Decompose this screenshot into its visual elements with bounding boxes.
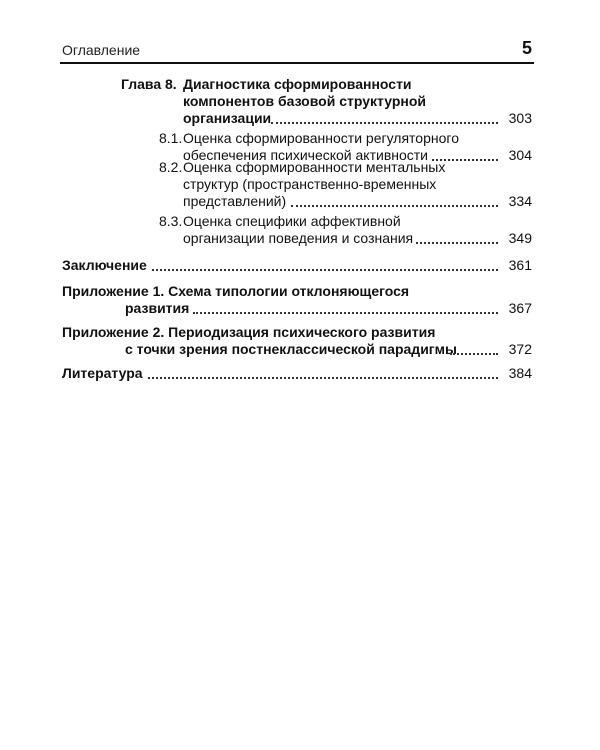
chapter-8-title-line-1: Диагностика сформированности — [183, 76, 412, 92]
conclusion-leader-dots — [152, 269, 498, 271]
appendix-1-title-line-1: Приложение 1. Схема типологии отклоняющегося — [62, 283, 410, 299]
section-8-1-page: 304 — [508, 147, 532, 163]
appendix-2-leader-dots — [450, 353, 498, 355]
section-8-1-title-line-2: обеспечения психической активности — [183, 147, 429, 163]
literature-page: 384 — [508, 365, 532, 381]
appendix-1-page: 367 — [508, 300, 532, 316]
section-8-1-number: 8.1. — [159, 130, 183, 146]
literature-leader-dots — [148, 377, 498, 379]
chapter-8-leader-dots — [271, 122, 498, 124]
appendix-1-title-line-2: развития — [125, 300, 190, 316]
section-8-3-title-line-2: организации поведения и сознания — [183, 230, 414, 246]
chapter-8-title-line-3: организации — [183, 110, 272, 126]
appendix-1-leader-dots — [193, 312, 498, 314]
header-rule — [60, 62, 534, 64]
section-8-2-page: 334 — [508, 193, 532, 209]
section-8-1-title-line-1: Оценка сформированности регуляторного — [183, 130, 459, 146]
section-8-2-title-line-1: Оценка сформированности ментальных — [183, 159, 446, 175]
section-8-2-leader-dots — [291, 205, 498, 207]
section-8-2-title-line-2: структур (пространственно-временных — [183, 176, 437, 192]
section-8-2-number: 8.2. — [159, 159, 183, 175]
appendix-2-title-line-1: Приложение 2. Периодизация психического развития — [62, 324, 436, 340]
section-8-3-number: 8.3. — [159, 213, 183, 229]
section-8-3-title-line-1: Оценка специфики аффективной — [183, 213, 401, 229]
section-8-2-title-line-3: представлений) — [183, 193, 287, 209]
appendix-2-title-line-2: с точки зрения постнеклассической парадигмы — [125, 341, 457, 357]
chapter-8-title-line-2: компонентов базовой структурной — [183, 93, 426, 109]
section-8-3-leader-dots — [416, 242, 498, 244]
literature-label: Литература — [62, 365, 143, 381]
page-number: 5 — [521, 38, 532, 58]
chapter-8-label: Глава 8. — [121, 76, 177, 92]
running-header-title: Оглавление — [62, 42, 141, 58]
appendix-2-page: 372 — [508, 341, 532, 357]
running-header — [62, 40, 532, 60]
section-8-3-page: 349 — [508, 230, 532, 246]
chapter-8-page: 303 — [508, 110, 532, 126]
conclusion-label: Заключение — [62, 257, 147, 273]
conclusion-page: 361 — [508, 257, 532, 273]
